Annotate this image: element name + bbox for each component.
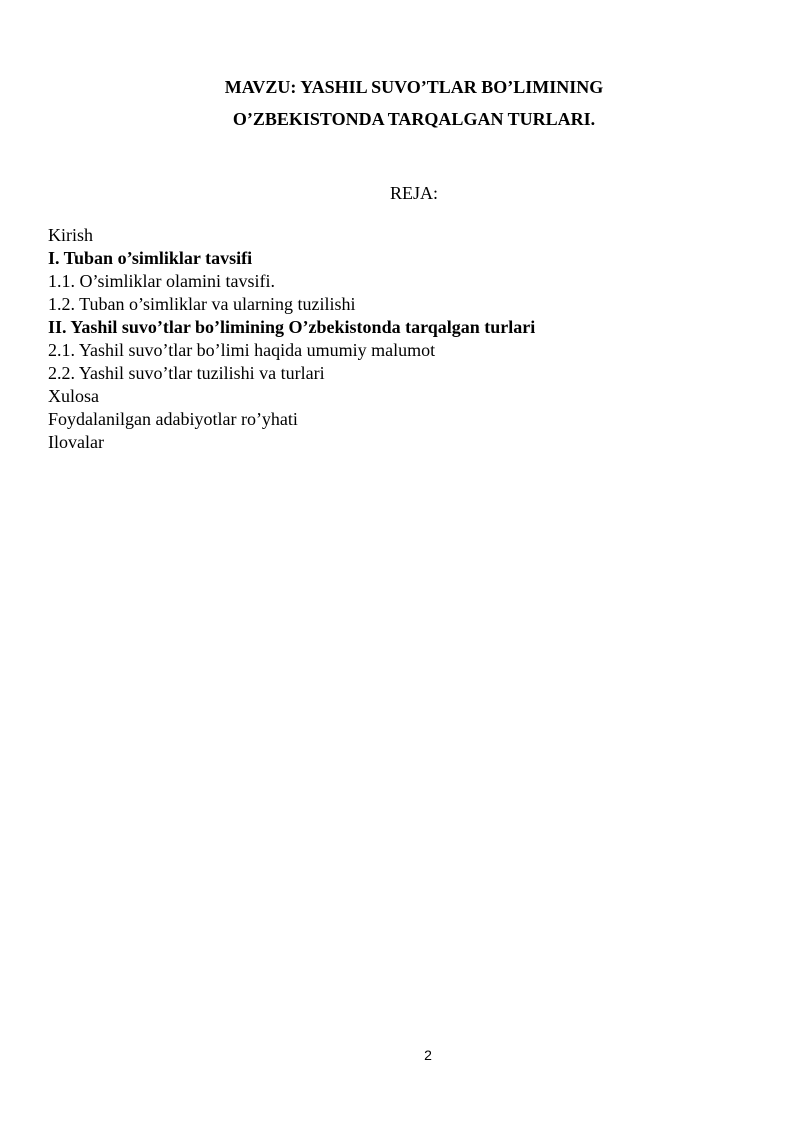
plan-item-chapter-2: II. Yashil suvo’tlar bo’limining O’zbekistonda tarqalgan turlari [48,317,536,337]
plan-item-section-1-1: 1.1. O’simliklar olamini tavsifi. [48,271,275,291]
plan-item-section-2-2: 2.2. Yashil suvo’tlar tuzilishi va turlari [48,363,325,383]
plan-item-references: Foydalanilgan adabiyotlar ro’yhati [48,409,298,429]
plan-item-section-1-2: 1.2. Tuban o’simliklar va ularning tuzilishi [48,294,356,314]
plan-heading: REJA: [389,183,438,203]
document-title-line-1: MAVZU: YASHIL SUVO’TLAR BO’LIMINING [224,77,604,97]
plan-item-section-2-1: 2.1. Yashil suvo’tlar bo’limi haqida umumiy malumot [48,340,436,360]
plan-item-conclusion: Xulosa [48,386,99,406]
page-number: 2 [424,1047,432,1063]
plan-item-chapter-1: I. Tuban o’simliklar tavsifi [48,248,253,268]
document-title-line-2: O’ZBEKISTONDA TARQALGAN TURLARI. [232,109,596,129]
plan-item-appendices: Ilovalar [48,432,104,452]
plan-list [48,224,748,454]
plan-item-introduction: Kirish [48,225,93,245]
